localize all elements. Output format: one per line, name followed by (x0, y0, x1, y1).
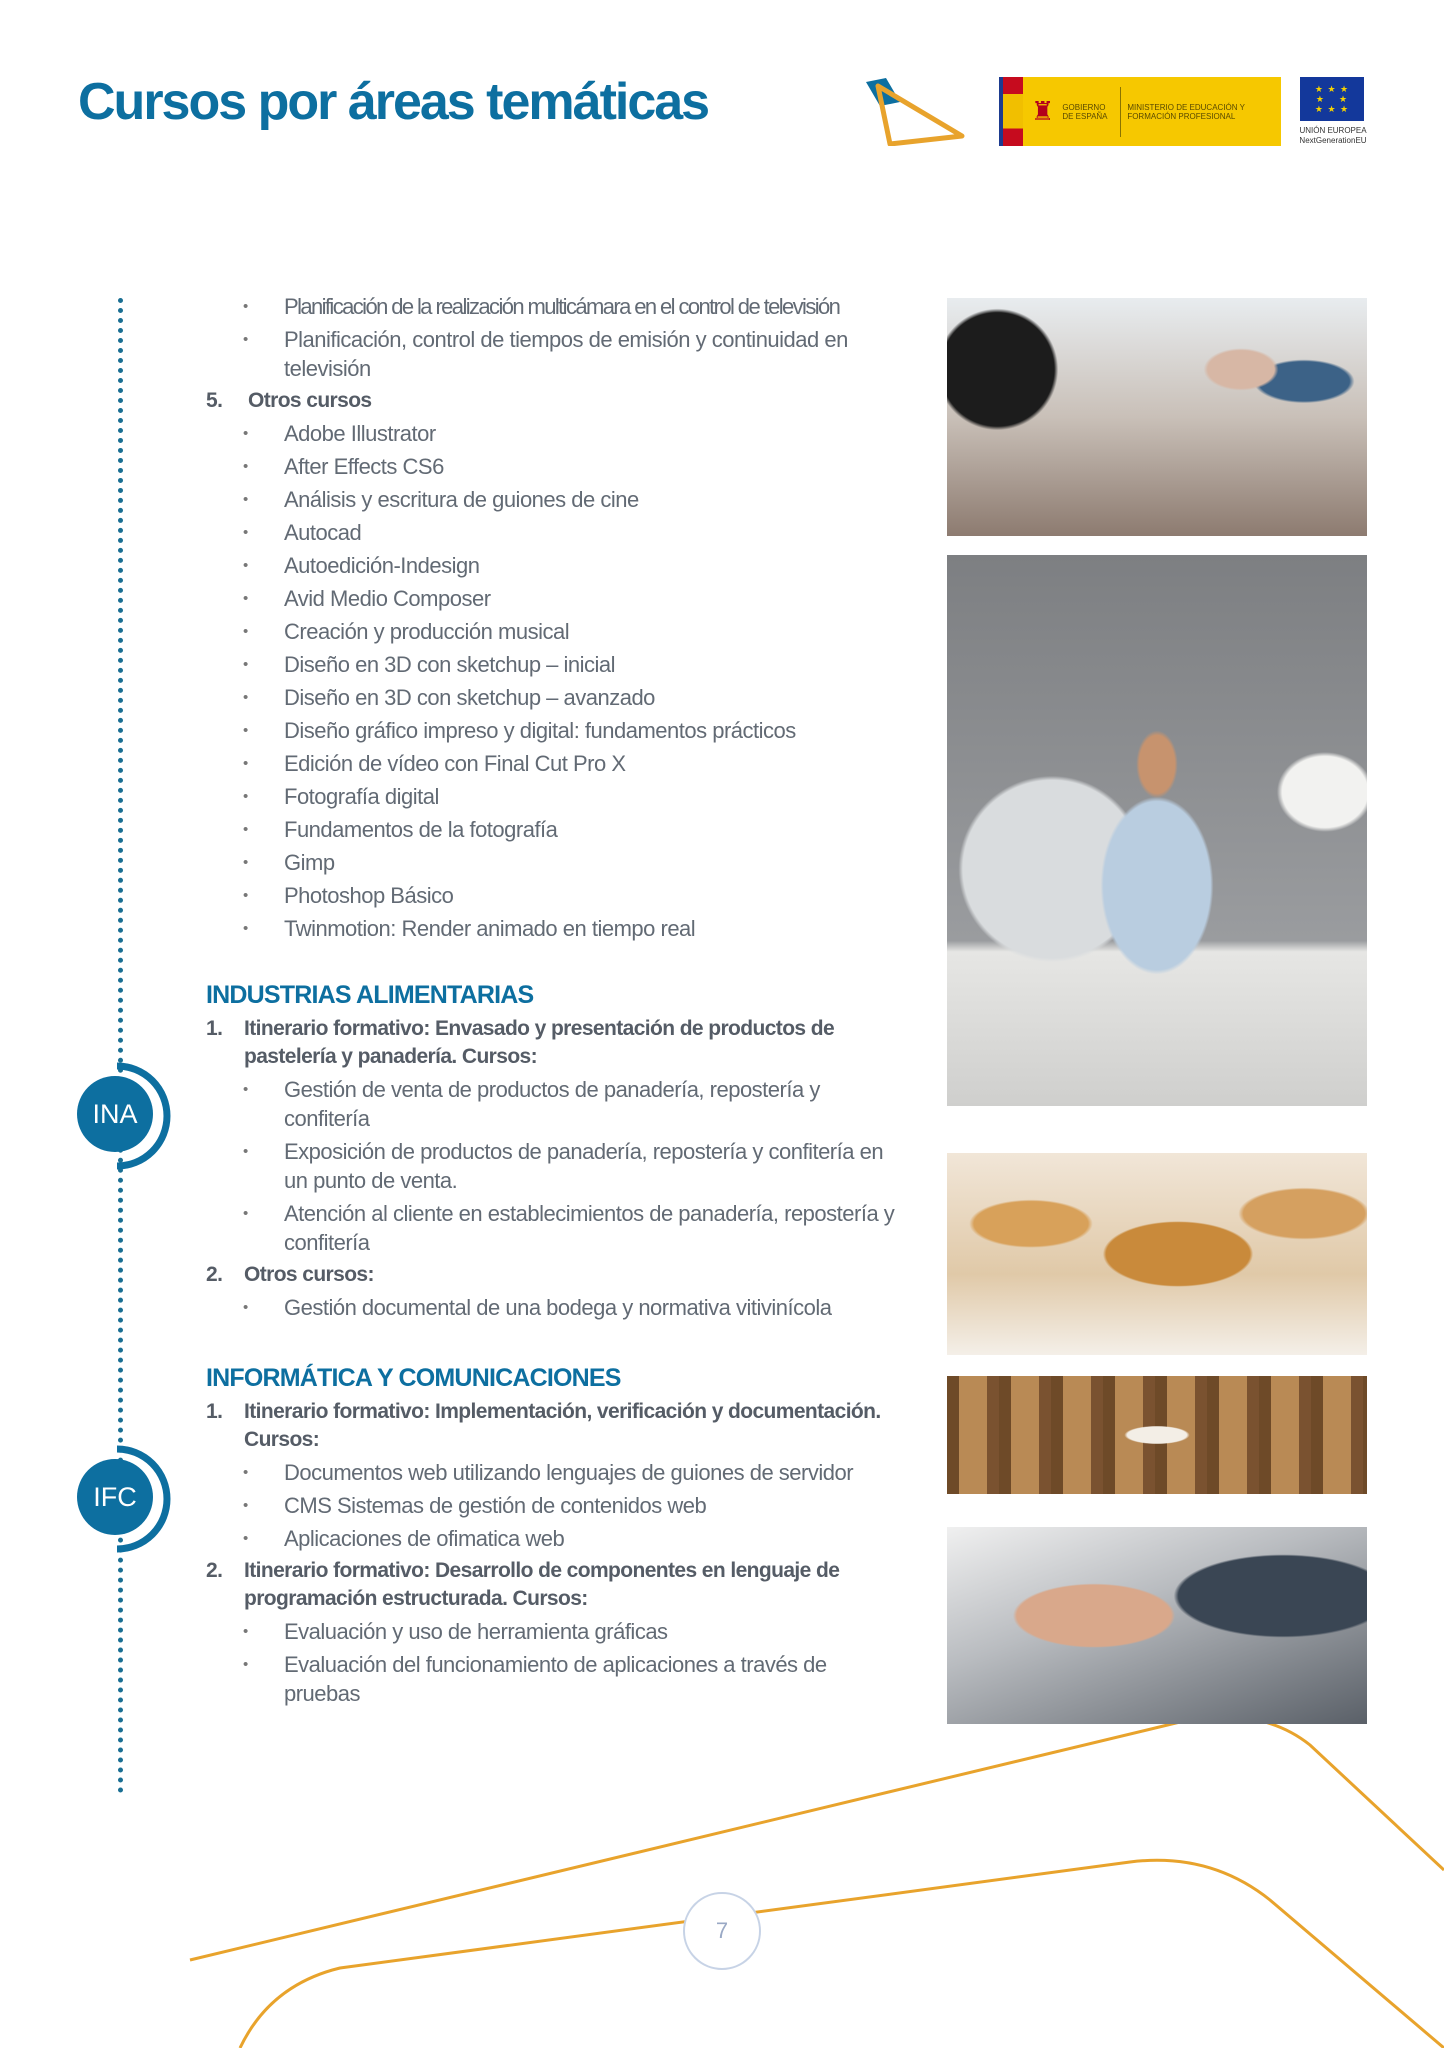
list-item: • Planificación de la realización multicámara en el control de televisión (206, 292, 906, 321)
list-item: • Gestión de venta de productos de panadería, repostería y confitería (206, 1075, 906, 1133)
ministerio-text: MINISTERIO DE EDUCACIÓN Y FORMACIÓN PROFESIONAL (1127, 102, 1245, 121)
section-title-ifc: INFORMÁTICA Y COMUNICACIONES (206, 1364, 621, 1392)
badge-ifc: IFC (77, 1445, 177, 1555)
coat-of-arms-icon: ♜ (1031, 96, 1055, 126)
list-item: • Diseño en 3D con sketchup – avanzado (206, 683, 906, 712)
ifc-itinerary-1: 1. Itinerario formativo: Implementación, verificación y documentación. Cursos: (206, 1400, 881, 1451)
page-title: Cursos por áreas temáticas (78, 73, 709, 131)
list-item: • Twinmotion: Render animado en tiempo real (206, 914, 906, 943)
list-item: • Gimp (206, 848, 906, 877)
laptop-typing-photo (947, 1527, 1367, 1724)
designer-at-computer-photo (947, 555, 1367, 1106)
list-item: • Aplicaciones de ofimatica web (206, 1524, 906, 1553)
ina-otros-cursos: 2. Otros cursos: (206, 1263, 374, 1286)
list-item: • Autoedición-Indesign (206, 551, 906, 580)
list-item: • Autocad (206, 518, 906, 547)
timeline-dotted-line (118, 298, 123, 1794)
list-item: • Planificación, control de tiempos de emisión y continuidad en televisión (206, 325, 906, 383)
list-item: • Análisis y escritura de guiones de cine (206, 485, 906, 514)
badge-ina: INA (77, 1062, 177, 1172)
ifc-itinerary-2: 2. Itinerario formativo: Desarrollo de componentes en lenguaje de programación estructurada. Cursos: (206, 1559, 840, 1610)
list-item: • CMS Sistemas de gestión de contenidos web (206, 1491, 906, 1520)
eu-text: UNIÓN EUROPEA NextGenerationEU (1299, 126, 1367, 145)
list-item: • Fotografía digital (206, 782, 906, 811)
list-item: • Fundamentos de la fotografía (206, 815, 906, 844)
eu-flag-icon: ★ ★ ★ ★ ★ ★ ★ ★ (1300, 77, 1364, 121)
otros-cursos-heading: 5. Otros cursos (206, 389, 372, 412)
list-item: • Photoshop Básico (206, 881, 906, 910)
list-item: • Exposición de productos de panadería, repostería y confitería en un punto de venta. (206, 1137, 906, 1195)
list-item: • Adobe Illustrator (206, 419, 906, 448)
list-item: • Diseño en 3D con sketchup – inicial (206, 650, 906, 679)
gobierno-text: GOBIERNO DE ESPAÑA (1062, 102, 1108, 121)
list-item: • Evaluación del funcionamiento de aplicaciones a través de pruebas (206, 1650, 906, 1708)
ina-itinerary-1: 1. Itinerario formativo: Envasado y presentación de productos de pastelería y panadería. Cursos: (206, 1017, 835, 1068)
bakery-pastries-photo (947, 1153, 1367, 1355)
list-item: • Edición de vídeo con Final Cut Pro X (206, 749, 906, 778)
section-title-ina: INDUSTRIAS ALIMENTARIAS (206, 981, 534, 1009)
list-item: • Avid Medio Composer (206, 584, 906, 613)
list-item: • Evaluación y uso de herramienta gráficas (206, 1617, 906, 1646)
tv-production-photo (947, 298, 1367, 536)
list-item: • Documentos web utilizando lenguajes de guiones de servidor (206, 1458, 906, 1487)
list-item: • Gestión documental de una bodega y normativa vitivinícola (206, 1293, 906, 1322)
page-number: 7 (683, 1892, 761, 1970)
list-item: • Diseño gráfico impreso y digital: fundamentos prácticos (206, 716, 906, 745)
course-list (206, 292, 906, 1712)
list-item: • Atención al cliente en establecimientos de panadería, repostería y confitería (206, 1199, 906, 1257)
wine-barrels-photo (947, 1376, 1367, 1494)
list-item: • After Effects CS6 (206, 452, 906, 481)
list-item: • Creación y producción musical (206, 617, 906, 646)
